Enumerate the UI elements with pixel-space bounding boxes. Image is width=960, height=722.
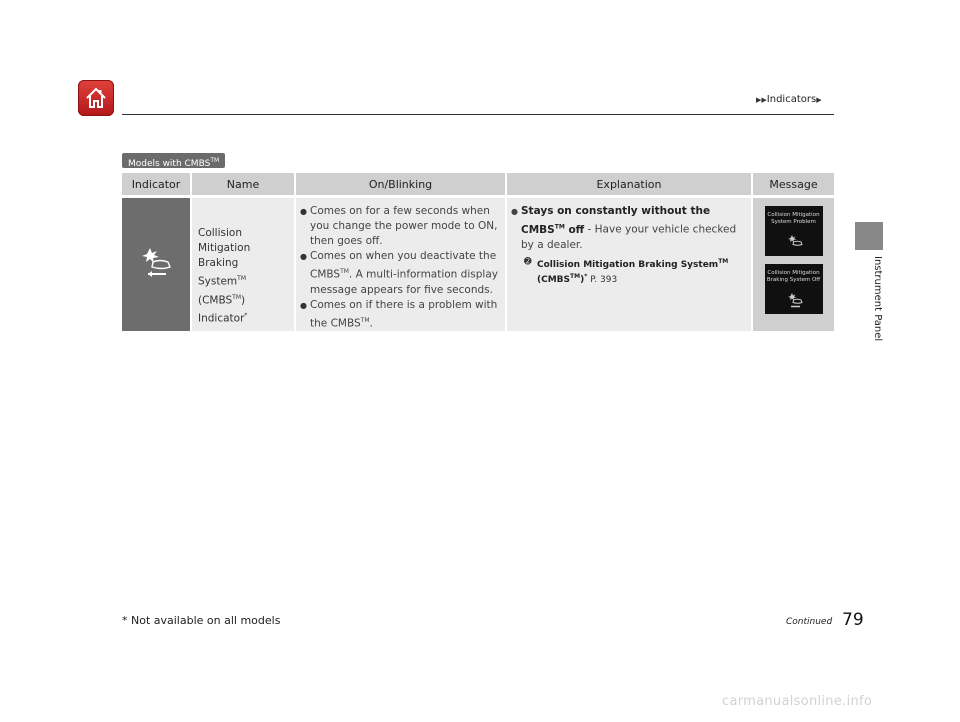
footnote: * Not available on all models	[122, 614, 281, 627]
list-item: ● Comes on if there is a problem with the CMBS™.	[310, 298, 499, 332]
message-display-off: Collision Mitigation Braking System Off	[765, 264, 823, 314]
breadcrumb-label[interactable]: Indicators	[766, 94, 817, 105]
explanation-cell	[506, 197, 752, 332]
models-badge	[122, 153, 225, 168]
indicator-table	[122, 173, 834, 331]
home-button[interactable]	[78, 80, 114, 116]
header-message: Message	[752, 173, 834, 197]
badge-sup: TM	[210, 157, 220, 164]
header-indicator: Indicator	[122, 173, 191, 197]
header-on-blinking: On/Blinking	[295, 173, 506, 197]
reference-arrow-icon: ➋	[524, 256, 532, 267]
name-tm-1: TM	[237, 275, 246, 282]
list-item: ● Comes on for a few seconds when you change the power mode to ON, then goes off.	[310, 204, 499, 249]
page-number: 79	[842, 610, 864, 630]
home-icon	[84, 86, 108, 110]
bullet-icon: ●	[511, 207, 518, 216]
on-blinking-cell	[295, 197, 506, 332]
name-line-4: (CMBS	[198, 294, 233, 306]
name-asterisk: *	[244, 312, 248, 319]
watermark: carmanualsonline.info	[722, 694, 873, 709]
reference-page: P. 393	[590, 274, 618, 285]
collision-mitigation-indicator-icon	[136, 242, 176, 282]
collision-mitigation-off-message-icon	[785, 290, 805, 310]
table-row	[122, 197, 834, 332]
message-display-problem: Collision Mitigation System Problem	[765, 206, 823, 256]
cross-reference-link[interactable]: ➋ Collision Mitigation Braking System™ (CMBS™)* P. 393	[524, 256, 729, 285]
header-name: Name	[191, 173, 295, 197]
list-item: ● Comes on when you deactivate the CMBS™. A multi-information display message appears for five seconds.	[310, 249, 499, 298]
name-tm-2: TM	[232, 293, 242, 301]
badge-text: Models with CMBS	[128, 159, 211, 169]
side-tab-marker	[855, 222, 883, 250]
side-tab-label: Instrument Panel	[872, 256, 883, 342]
header-explanation: Explanation	[506, 173, 752, 197]
collision-mitigation-message-icon	[785, 232, 805, 252]
name-line-6: Indicator	[198, 312, 245, 325]
name-line-3: System	[198, 275, 238, 288]
message-cell	[752, 197, 834, 332]
breadcrumb[interactable]	[756, 94, 822, 105]
breadcrumb-arrows-icon: ▶▶	[756, 96, 767, 104]
name-cell	[191, 197, 295, 332]
breadcrumb-arrow-icon: ▶	[816, 96, 822, 104]
table-header-row	[122, 173, 834, 197]
name-line-1: Collision	[198, 227, 242, 239]
explanation-text: - Have your vehicle checked by a dealer.	[521, 223, 737, 251]
name-line-2: Mitigation Braking	[198, 242, 251, 269]
explanation-bold: Stays on constantly without the CMBS™ off	[521, 205, 711, 236]
header-rule	[122, 114, 834, 115]
continued-label: Continued	[786, 617, 833, 627]
indicator-cell	[122, 197, 191, 332]
name-line-5: )	[241, 294, 246, 306]
